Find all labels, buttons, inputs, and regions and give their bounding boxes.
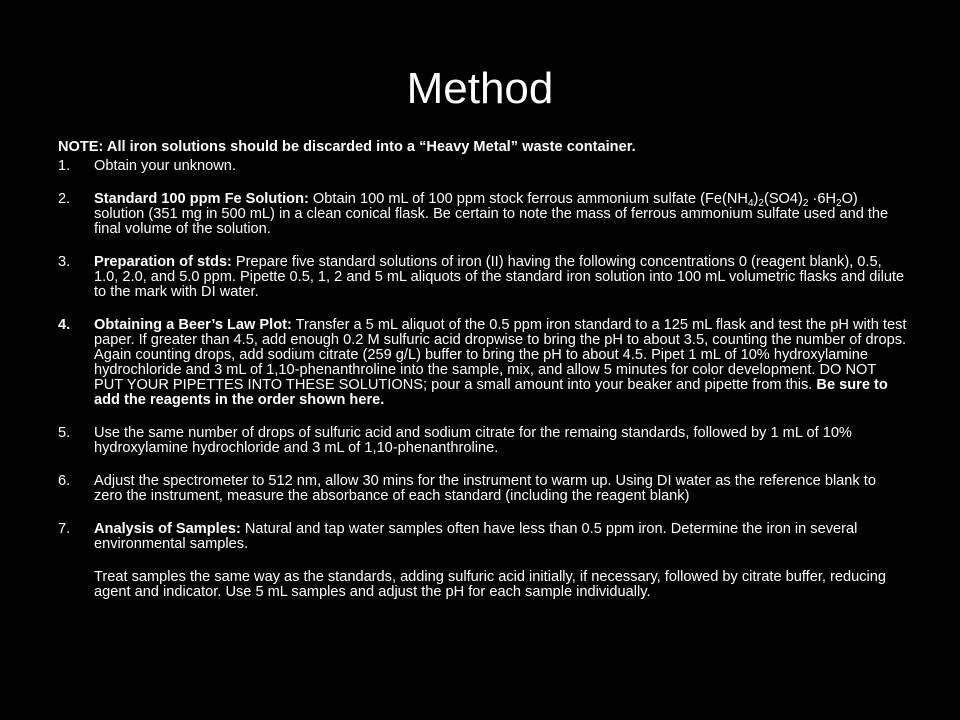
step-heading: Preparation of stds: [94, 254, 232, 270]
step-number: 4. [58, 317, 71, 333]
step-number: 5. [58, 425, 71, 441]
subscript: 4 [747, 198, 754, 209]
step-2 [58, 192, 908, 237]
step-text: ·6H [808, 191, 837, 207]
step-7 [58, 522, 908, 552]
step-3 [58, 255, 908, 300]
step-text: Use the same number of drops of sulfuric acid and sodium citrate for the remaing standards, followed by 1 mL of 10% hydroxylamine hydrochloride and 3 mL of 1,10-phenanthroline. [94, 425, 852, 456]
slide-title: Method [406, 64, 554, 113]
step-number: 7. [58, 521, 71, 537]
note-line: NOTE: All iron solutions should be discarded into a “Heavy Metal” waste container. [58, 139, 636, 155]
step-heading: Analysis of Samples: [94, 521, 241, 537]
step-text: Obtain your unknown. [94, 158, 236, 174]
subscript: 2 [802, 198, 809, 209]
step-number: 2. [58, 191, 71, 207]
subscript: 2 [758, 198, 764, 209]
step-text: O) solution (351 mg in 500 mL) in a clean conical flask. Be certain to note the mass of ferrous ammonium sulfate used and the final volume of the solution. [94, 191, 889, 237]
step-4 [58, 318, 908, 408]
subscript: 2 [836, 198, 842, 209]
slide-body [58, 140, 908, 600]
step-6 [58, 474, 908, 504]
final-paragraph: Treat samples the same way as the standards, adding sulfuric acid initially, if necessary, followed by citrate buffer, reducing agent and indicator. Use 5 mL samples and adjust the pH for each sample individually. [94, 569, 886, 600]
step-text: Transfer a 5 mL aliquot of the 0.5 ppm iron standard to a 125 mL flask and test the pH with test paper. If greater than 4.5, add enough 0.2 M sulfuric acid dropwise to bring the pH to about 3.5, counting the number of drops. Again counting drops, add sodium citrate (259 g/L) buffer to bring the pH to about 4.5. Pipet 1 mL of 10% hydroxylamine hydrochloride and 3 mL of 1,10-phenanthroline into the sample, mix, and allow 5 minutes for color development. DO NOT PUT YOUR PIPETTES INTO THESE SOLUTIONS; pour a small amount into your beaker and pipette from this. [94, 317, 907, 393]
step-5 [58, 426, 908, 456]
step-heading: Obtaining a Beer’s Law Plot: [94, 317, 292, 333]
step-text: Natural and tap water samples often have less than 0.5 ppm iron. Determine the iron in several environmental samples. [94, 521, 858, 552]
step-1 [58, 159, 908, 174]
step-number: 3. [58, 254, 71, 270]
step-heading: Standard 100 ppm Fe Solution: [94, 191, 309, 207]
step-number: 1. [58, 158, 71, 174]
step-number: 6. [58, 473, 71, 489]
step-text: (SO4) [763, 191, 803, 207]
step-text: Adjust the spectrometer to 512 nm, allow 30 mins for the instrument to warm up. Using DI water as the reference blank to zero the instrument, measure the absorbance of each standard (including the reagent blank) [94, 473, 876, 504]
step-text: Obtain 100 mL of 100 ppm stock ferrous ammonium sulfate (Fe(NH [308, 191, 748, 207]
step-text: ) [753, 191, 759, 207]
step-text: Prepare five standard solutions of iron (II) having the following concentrations 0 (reagent blank), 0.5, 1.0, 2.0, and 5.0 ppm. Pipette 0.5, 1, 2 and 5 mL aliquots of the standard iron solution into 100 mL volumetric flasks and dilute to the mark with DI water. [94, 254, 905, 300]
step-emphasis: Be sure to add the reagents in the order shown here. [94, 377, 888, 408]
